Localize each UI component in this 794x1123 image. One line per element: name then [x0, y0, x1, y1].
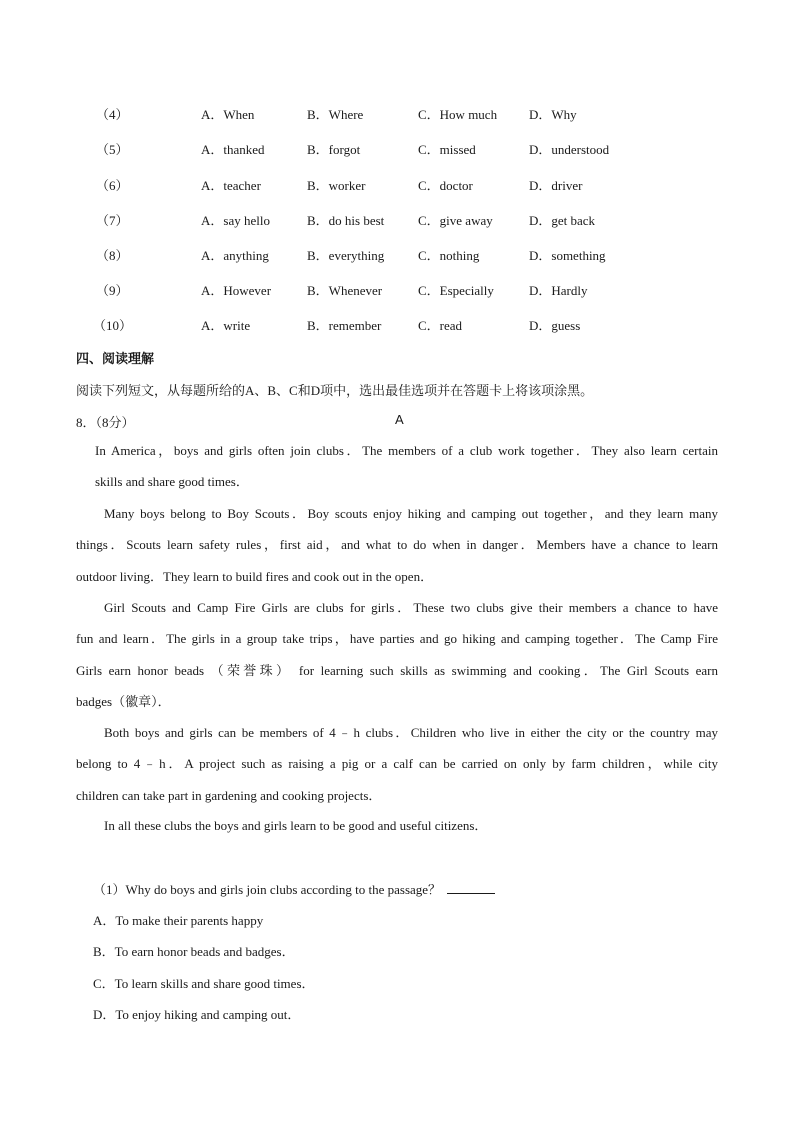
question-number: 8．（8分） — [76, 415, 135, 430]
passage-line: In all these clubs the boys and girls learn to be good and useful citizens． — [104, 818, 488, 833]
option-b: B．Whenever — [307, 283, 383, 298]
option-c: C．How much — [418, 107, 498, 122]
option-row-7 — [0, 210, 794, 228]
passage-line: fun and learn．The girls in a group take trips，have parties and go hiking and camping together．The Camp Fire — [76, 631, 718, 647]
option-a: A．anything — [201, 248, 269, 263]
option-b: B．everything — [307, 248, 385, 263]
item-number: （10） — [93, 318, 133, 333]
option-c: C．doctor — [418, 178, 473, 193]
option-c: C．Especially — [418, 283, 494, 298]
passage-paragraph-3 — [76, 592, 718, 717]
passage-paragraph-2 — [76, 498, 718, 592]
question-stem — [93, 879, 495, 898]
option-a: A．say hello — [201, 213, 270, 228]
option-a: A．However — [201, 283, 272, 298]
passage-paragraph-4 — [76, 717, 718, 811]
passage-line: skills and share good times． — [95, 474, 249, 490]
option-row-6 — [0, 175, 794, 193]
choice-c: C．To learn skills and share good times． — [93, 976, 315, 991]
passage-line: In America，boys and girls often join clubs．The members of a club work together．They also learn certain — [95, 443, 718, 458]
passage-line: children can take part in gardening and cooking projects． — [76, 787, 382, 803]
section-heading: 四、阅读理解 — [76, 352, 155, 367]
passage-line: badges（徽章）． — [76, 693, 171, 709]
item-number: （5） — [96, 142, 129, 157]
choice-a: A．To make their parents happy — [93, 913, 264, 928]
passage-paragraph-5 — [76, 810, 718, 841]
passage-line: belong to 4﹣h．A project such as raising a pig or a calf can be carried on only by farm children，while city — [76, 756, 718, 772]
option-d: D．guess — [529, 318, 581, 333]
option-c: C．nothing — [418, 248, 480, 263]
option-a: A．thanked — [201, 142, 265, 157]
option-d: D．driver — [529, 178, 583, 193]
option-row-8 — [0, 245, 794, 263]
option-c: C．read — [418, 318, 463, 333]
passage-line: outdoor living．They learn to build fires and cook out in the open． — [76, 568, 434, 584]
passage-paragraph-1 — [95, 435, 718, 498]
item-number: （4） — [96, 107, 129, 122]
passage-line: Girl Scouts and Camp Fire Girls are clubs for girls．These two clubs give their members a chance to have — [104, 600, 718, 615]
option-a: A．write — [201, 318, 251, 333]
option-row-9 — [0, 280, 794, 298]
section-instruction: 阅读下列短文，从每题所给的A、B、C和D项中，选出最佳选项并在答题卡上将该项涂黑。 — [76, 383, 594, 398]
option-a: A．teacher — [201, 178, 261, 193]
option-c: C．missed — [418, 142, 476, 157]
passage-line: Both boys and girls can be members of 4﹣h clubs．Children who live in either the city or the country may — [104, 725, 718, 740]
option-d: D．understood — [529, 142, 610, 157]
passage-line: Many boys belong to Boy Scouts．Boy scouts enjoy hiking and camping out together，and they learn many — [104, 506, 718, 521]
question-stem-text: （1）Why do boys and girls join clubs according to the passage？ — [93, 882, 442, 897]
option-b: B．remember — [307, 318, 382, 333]
option-row-10 — [0, 315, 794, 333]
option-d: D．Why — [529, 107, 577, 122]
item-number: （6） — [96, 178, 129, 193]
item-number: （8） — [96, 248, 129, 263]
item-number: （7） — [96, 213, 129, 228]
passage-line: things．Scouts learn safety rules，first aid，and what to do when in danger．Members have a chance to learn — [76, 537, 718, 553]
option-b: B．forgot — [307, 142, 361, 157]
option-b: B．Where — [307, 107, 364, 122]
option-a: A．When — [201, 107, 255, 122]
option-row-5 — [0, 139, 794, 157]
answer-blank[interactable] — [447, 881, 495, 894]
option-d: D．get back — [529, 213, 596, 228]
passage-label: A — [395, 412, 404, 427]
passage-line: Girls earn honor beads （荣誉珠） for learning such skills as swimming and cooking．The Girl Scouts earn — [76, 662, 718, 678]
choice-b: B．To earn honor beads and badges． — [93, 944, 295, 959]
option-d: D．Hardly — [529, 283, 588, 298]
option-d: D．something — [529, 248, 606, 263]
choice-d: D．To enjoy hiking and camping out． — [93, 1007, 301, 1022]
option-b: B．do his best — [307, 213, 385, 228]
option-b: B．worker — [307, 178, 366, 193]
option-c: C．give away — [418, 213, 493, 228]
option-row-4 — [0, 104, 794, 122]
item-number: （9） — [96, 283, 129, 298]
